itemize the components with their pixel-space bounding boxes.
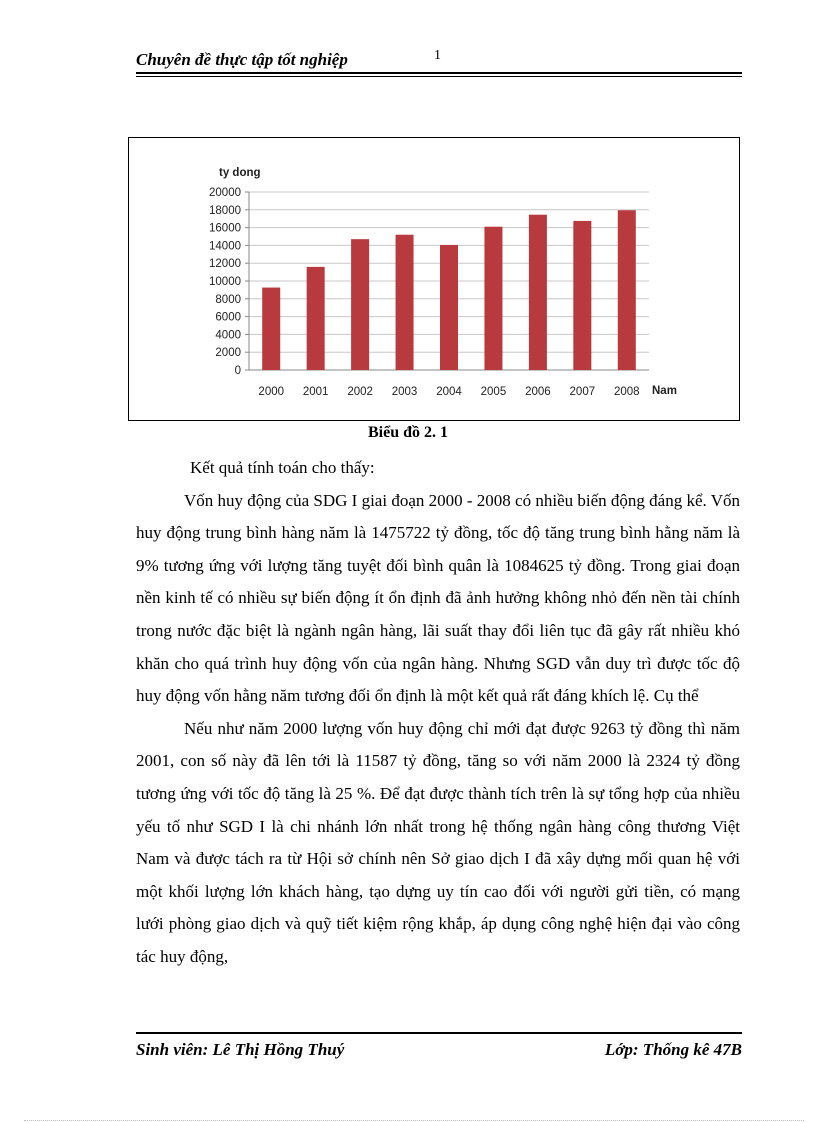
document-title: Chuyên đề thực tập tốt nghiệp — [136, 50, 348, 69]
y-tick-label: 8000 — [215, 293, 241, 306]
y-tick-label: 18000 — [209, 204, 241, 217]
chart-frame — [128, 137, 740, 421]
paragraph-intro: Kết quả tính toán cho thấy: — [190, 458, 375, 477]
page-footer — [136, 1030, 742, 1066]
paragraph: Vốn huy động của SDG I giai đoạn 2000 - 2008 có nhiều biến động đáng kể. Vốn huy động trung bình hàng năm là 1475722 tỷ đồng, tốc độ tăng trung bình hằng năm là 9% tương ứng với lượng tăng tuyệt đối bình quân là 1084625 tỷ đồng. Trong giai đoạn nền kinh tế có nhiều sự biến động ít ổn định đã ảnh hưởng không nhỏ đến nền tài chính trong nước đặc biệt là ngành ngân hàng, lãi suất thay đổi liên tục đã gây rất nhiều khó khăn cho quá trình huy động vốn của ngân hàng. Nhưng SGD vẫn duy trì được tốc độ huy động vốn hằng năm tương đối ổn định là một kết quả rất đáng khích lệ. Cụ thể — [136, 490, 740, 706]
y-tick-label: 10000 — [209, 276, 241, 288]
header-rule-thin — [136, 76, 742, 77]
bar-2003 — [396, 235, 414, 370]
y-tick-label: 2000 — [215, 347, 241, 360]
x-tick-label: 2008 — [613, 386, 640, 398]
header-rule — [136, 72, 742, 74]
y-tick-label: 6000 — [215, 311, 241, 324]
paragraph: Nếu như năm 2000 lượng vốn huy động chỉ mới đạt được 9263 tỷ đồng thì năm 2001, con số này đã lên tới là 11587 tỷ đồng, tăng so với năm 2000 là 2324 tỷ đồng tương ứng với tốc độ tăng là 25 %. Để đạt được thành tích trên là sự tổng hợp của nhiều yếu tố như SGD I là chi nhánh lớn nhất trong hệ thống ngân hàng công thương Việt Nam và được tách ra từ Hội sở chính nên Sở giao dịch I đã xây dựng mối quan hệ với một khối lượng lớn khách hàng, tạo dựng uy tín cao đối với người gửi tiền, có mạng lưới phòng giao dịch và quỹ tiết kiệm rộng khắp, áp dụng công nghệ hiện đại vào công tác huy động, — [136, 718, 740, 966]
bar-2001 — [307, 267, 325, 370]
page-edge-dotted-line — [24, 1120, 804, 1121]
bar-2002 — [351, 239, 369, 370]
chart-caption: Biểu đồ 2. 1 — [367, 424, 448, 441]
body-text — [136, 452, 740, 974]
x-tick-label: 2002 — [347, 386, 373, 398]
class-name: Lớp: Thống kê 47B — [604, 1040, 742, 1059]
x-tick-label: 2004 — [436, 386, 462, 398]
bar-2005 — [484, 227, 502, 370]
x-tick-label: 2005 — [480, 386, 507, 398]
bar-2004 — [440, 245, 458, 370]
x-axis-title: Nam — [652, 385, 677, 397]
page-number: 1 — [434, 48, 441, 63]
y-tick-label: 0 — [234, 365, 241, 377]
x-tick-label: 2006 — [525, 386, 551, 398]
bar-2006 — [529, 215, 547, 370]
bar-2008 — [618, 210, 636, 370]
x-tick-label: 2001 — [302, 386, 329, 398]
bar-chart — [129, 138, 741, 422]
x-tick-label: 2003 — [391, 386, 418, 398]
x-tick-label: 2007 — [569, 386, 596, 398]
y-axis-title: ty dong — [219, 167, 261, 179]
y-tick-label: 16000 — [209, 222, 241, 235]
bar-2007 — [573, 221, 591, 370]
x-tick-label: 2000 — [258, 386, 285, 398]
student-name: Sinh viên: Lê Thị Hồng Thuý — [136, 1040, 345, 1059]
y-tick-label: 4000 — [215, 329, 241, 342]
y-tick-label: 12000 — [209, 258, 241, 271]
page-header — [136, 46, 742, 76]
bar-2000 — [262, 288, 280, 370]
y-tick-label: 14000 — [209, 240, 241, 253]
y-tick-label: 20000 — [209, 187, 241, 199]
footer-rule — [136, 1032, 742, 1034]
